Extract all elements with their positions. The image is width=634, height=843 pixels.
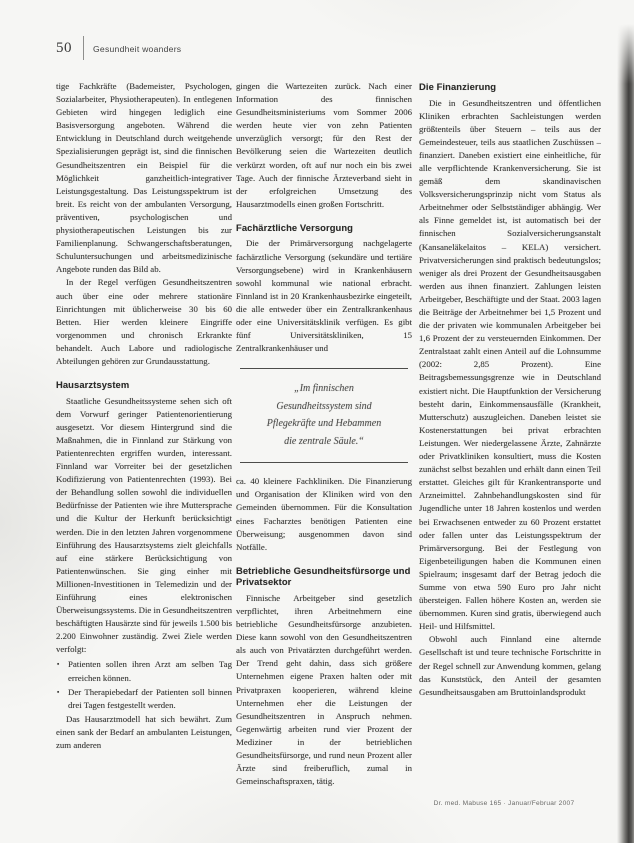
paragraph-schluss: Obwohl auch Finnland eine alternde Gesellschaft ist und teure technische Fortschritte in der Regel schnell zur Anwendung kommen, gelang das Kunststück, den Anteil der gesamten Gesundheitsausgaben am Bruttoinlandsprodukt — [419, 634, 601, 697]
paragraph-betrieblich: Finnische Arbeitgeber sind gesetzlich verpflichtet, ihren Arbeitnehmern eine betriebliche Gesundheitsfürsorge anzubieten. Diese kann sowohl von den Gesundheitszentren als auch von Privatärzten durchgeführt werden. Der Trend geht dahin, dass sich größere Unternehmen eigene Praxen halten oder mit Privatpraxen kooperieren, während kleine Unternehmen eher die Leistungen der Gesundheitszentren in Anspruch nehmen. Gegenwärtig arbeiten rund vier Prozent der Mediziner in der betrieblichen Gesundheitsfürsorge, und rund neun Prozent aller Ärzte sind freiberuflich, zumal in Gemeinschaftspraxen, tätig. — [236, 592, 412, 787]
page-header — [56, 36, 181, 60]
bullet-list — [56, 658, 232, 711]
pull-quote-rule-bottom — [240, 462, 408, 463]
paragraph-stationaer: In der Regel verfügen Gesundheitszentren auch über eine oder mehrere stationäre Einrichtungen mit üblicherweise 30 bis 60 Betten. Hier werden kleinere Eingriffe vorgenommen und chronisch Erkrankte behandelt. Auch Labore und radiologische Abteilungen gehören zur Grundausstattung. — [56, 277, 232, 366]
section-heading-fachaerztliche-versorgung: Fachärztliche Versorgung — [236, 221, 354, 233]
paragraph-fachaerztlich-1: Die der Primärversorgung nachgelagerte fachärztliche Versorgung (sekundäre und tertiäre Versorgungsebene) wird in Krankenhäusern sowohl kommunal wie national erbracht. Finnland ist in 20 Krankenhausbezirke eingeteilt, die alle entweder über ein Zentralkrankenhaus oder eine Universitätsklinik verfügen. Es gibt fünf Universitätskliniken, 15 Zentralkrankenhäuser und — [236, 238, 412, 354]
section-title: Gesundheit woanders — [93, 43, 182, 54]
paragraph-fachaerztlich-2: ca. 40 kleinere Fachkliniken. Die Finanzierung und Organisation der Kliniken wird von den Gemeinden übernommen. Für die Konsultation eines Facharztes benötigen Patienten eine Überweisung; ausgenommen davon sind Notfälle. — [236, 476, 412, 552]
column-middle — [236, 80, 412, 818]
pull-quote — [238, 368, 410, 463]
scan-edge-shadow — [617, 24, 634, 843]
pull-quote-line: „Im finnischen — [294, 383, 354, 395]
section-heading-die-finanzierung: Die Finanzierung — [419, 81, 497, 92]
paragraph-hausarzt: Staatliche Gesundheitssysteme sehen sich oft dem Vorwurf geringer Patientenorientierung ausgesetzt. Vor diesem Hintergrund sind die Maßnahmen, die in Finnland zur Stärkung von Patientenrechten ergriffen wurden, interessant. Finnland war Vorreiter bei der gesetzlichen Kodifizierung von Patientenrechten (1993). Bei der Behandlung sollen sowohl die individuellen Bedürfnisse der Patienten wie ihre Muttersprache und die Kultur der Herkunft berücksichtigt werden. Die in den letzten Jahren vorgenommene Einführung des Hausarztsystems zielt gleichfalls auf eine stärkere Berücksichtigung von Patientenwünschen. Sie ging einher mit Millionen-Investitionen in Telemedizin und der Einführung eines elektronischen Überweisungssystems. Die in Gesundheitszentren beschäftigten Hausärzte sind für jeweils 1.500 bis 2.200 Einwohner zuständig. Zwei Ziele werden verfolgt: — [56, 395, 232, 655]
page-number: 50 — [56, 39, 72, 56]
journal-footer: Dr. med. Mabuse 165 · Januar/Februar 2007 — [433, 800, 575, 807]
section-heading-hausarztsystem: Hausarztsystem — [56, 379, 130, 391]
paragraph-wartezeiten: gingen die Wartezeiten zurück. Nach einer Information des finnischen Gesundheitsministeriums vom Sommer 2006 werden heute vier von zehn Patienten unverzüglich versorgt; für den Rest der Bevölkerung seien die Wartezeiten deutlich verkürzt worden, oft auf nur noch ein bis zwei Tage. Auch der finnische Ärzteverband sieht in der erfolgreichen Umsetzung des Hausarztmodells einen großen Fortschritt. — [236, 81, 412, 209]
column-left — [56, 80, 232, 818]
section-heading-betriebliche-gesundheitsfuersorge: Betriebliche Gesundheitsfürsorge und Privatsektor — [236, 564, 411, 588]
pull-quote-line: die zentrale Säule.“ — [284, 435, 364, 447]
paragraph-bewaehrt: Das Hausarztmodell hat sich bewährt. Zum einen sank der Bedarf an ambulanten Leistungen, zum anderen — [56, 713, 232, 750]
pull-quote-line: Gesundheitssystem sind — [276, 400, 372, 412]
list-item: ▪ Patienten sollen ihren Arzt am selben Tag erreichen können. — [68, 658, 232, 684]
header-divider — [83, 36, 84, 60]
pull-quote-line: Pflegekräfte und Hebammen — [266, 418, 382, 430]
paragraph-continuation: tige Fachkräfte (Bademeister, Psychologen, Sozialarbeiter, Physiotherapeuten). In entlegenen Gebieten wird hingegen lediglich eine Basisversorgung angeboten. Während die Entwicklung in Deutschland durch weitgehende Spezialisierungen geprägt ist, sind die finnischen Gesundheitszentren ein Beispiel für die Möglichkeit ganzheitlich-integrativer Leistungsgestaltung. Das Leistungsspektrum ist breit. Es reicht von der ambulanten Versorgung, präventiven, psychologischen und physiotherapeutischen Leistungen bis zur Familienplanung. Schwangerschaftsberatungen, Schuluntersuchungen und arbeitsmedizinische Angebote runden das Bild ab. — [56, 81, 232, 275]
column-right — [419, 80, 601, 818]
paragraph-finanzierung: Die in Gesundheitszentren und öffentlichen Kliniken erbrachten Sachleistungen werden größtenteils über Steuern – teils aus der Gemeindesteuer, teils aus staatlichen Zuschüssen – finanziert. Daneben existiert eine einheitliche, für alle verpflichtende Krankenversicherung. Sie ist gemäß dem skandinavischen Volksversicherungsprinzip nicht vom Status als Arbeitnehmer oder Selbstständiger abhängig. Wer als Finne gemeldet ist, ist automatisch bei der finnischen Sozialversicherungsanstalt (Kansaneläkelaitos – KELA) versichert. Privatversicherungen sind praktisch bedeutungslos; weniger als drei Prozent der Gesundheitsausgaben werden aus ihnen finanziert. Zahlungen leisten Arbeitgeber, Beschäftigte und der Staat. 2003 lagen die Beiträge der Arbeitnehmer bei 1,5 Prozent und die der privaten wie kommunalen Arbeitgeber bei 1,6 Prozent der zu versteuernden Einkommen. Der Zentralstaat zahlt einen Anteil auf die Lohnsumme (2002: 2,85 Prozent). Eine Beitragsbemessungsgrenze wie in Deutschland existiert nicht. Die Hauptfunktion der Versicherung besteht darin, Einkommensausfälle (Krankheit, Mutterschutz) auszugleichen. Daneben leistet sie Kostenerstattungen bei privat erbrachten Leistungen. Wer niedergelassene Ärzte, Zahnärzte oder Privatkliniken konsultiert, muss die Kosten zunächst selbst bezahlen und erhält dann einen Teil erstattet. Gleiches gilt für Krankentransporte und Arzneimittel. Zahnbehandlungskosten sind für Jugendliche unter 18 Jahren kostenlos und werden bei Erwachsenen entweder zu 60 Prozent erstattet oder fallen unter das Leistungsspektrum der Primärversorgung. Bei der Festlegung von Eigenbeteiligungen haben die Kommunen einen Spielraum; insgesamt darf der Betrag jedoch die Summe von etwa 590 Euro pro Jahr nicht übersteigen. Fallen höhere Kosten an, werden sie übernommen. Kuren sind gratis, überwiegend auch Heil- und Hilfsmittel. — [419, 97, 601, 632]
scan-edge-fade — [617, 24, 634, 84]
pull-quote-text — [238, 369, 410, 462]
list-item: ▪ Der Therapiebedarf der Patienten soll binnen drei Tagen festgestellt werden. — [68, 686, 232, 712]
